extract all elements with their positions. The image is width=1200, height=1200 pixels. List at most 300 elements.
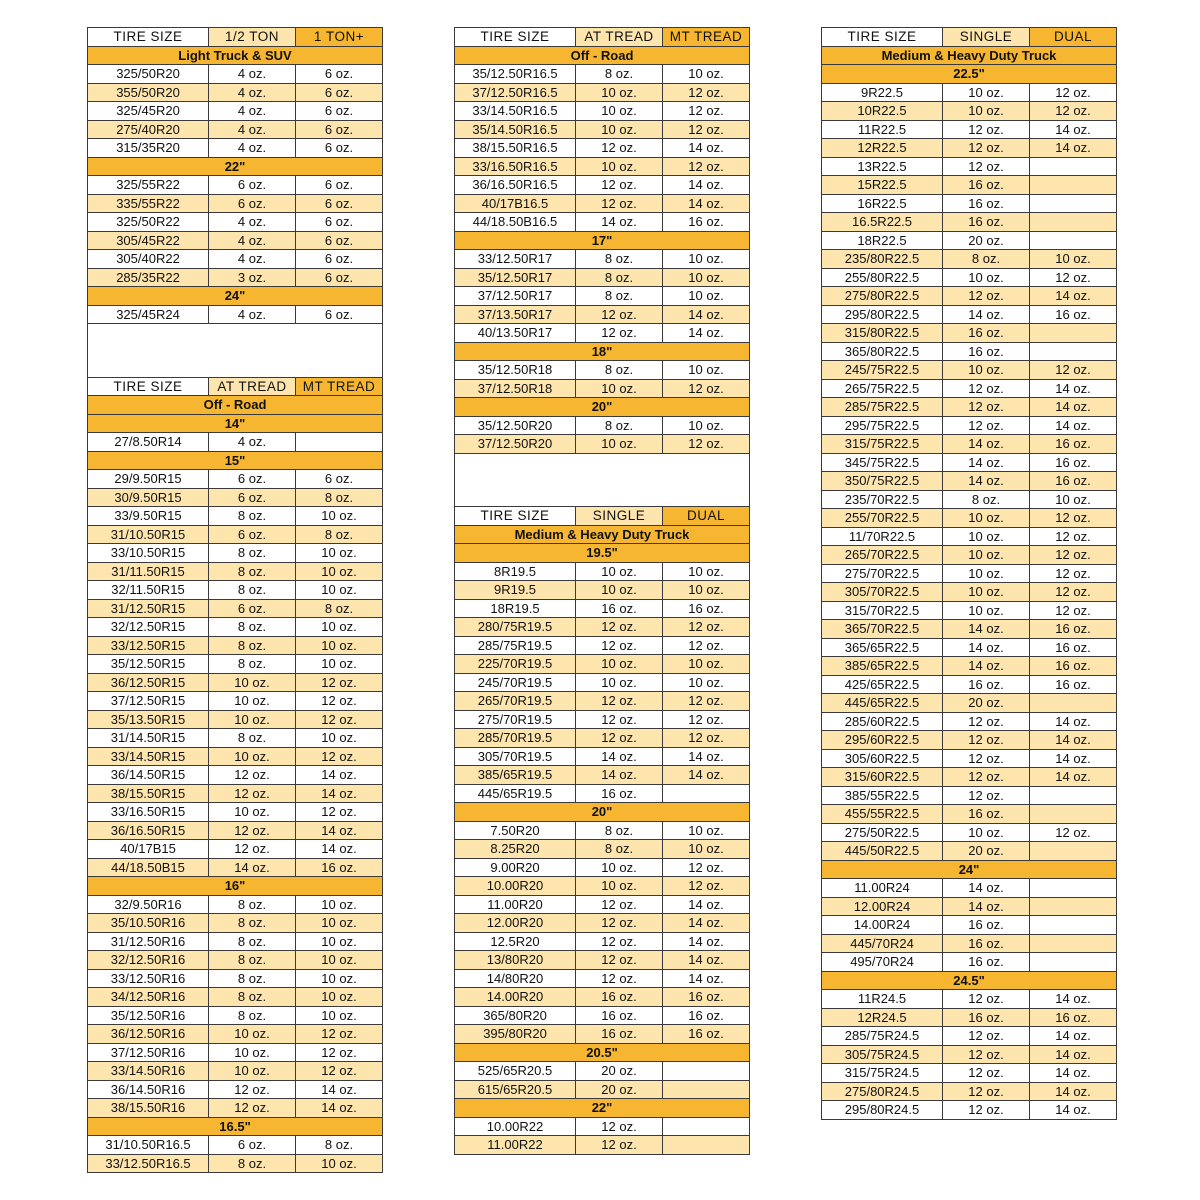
category-title: Light Truck & SUV bbox=[88, 46, 383, 65]
amount-cell-2: 12 oz. bbox=[663, 710, 750, 729]
table-row bbox=[88, 231, 383, 250]
table-row bbox=[822, 342, 1117, 361]
column-header: TIRE SIZE bbox=[455, 28, 576, 47]
tire-size-cell: 8R19.5 bbox=[455, 562, 576, 581]
amount-cell-1: 10 oz. bbox=[209, 692, 296, 711]
table-row bbox=[88, 1136, 383, 1155]
column-header: DUAL bbox=[663, 507, 750, 526]
table-row bbox=[88, 988, 383, 1007]
table-row bbox=[455, 932, 750, 951]
tire-size-cell: 245/70R19.5 bbox=[455, 673, 576, 692]
amount-cell-1: 6 oz. bbox=[209, 470, 296, 489]
amount-cell-1: 8 oz. bbox=[209, 544, 296, 563]
amount-cell-1: 8 oz. bbox=[576, 416, 663, 435]
amount-cell-1: 12 oz. bbox=[943, 287, 1030, 306]
amount-cell-1: 4 oz. bbox=[209, 250, 296, 269]
table-row bbox=[88, 139, 383, 158]
table-row bbox=[822, 305, 1117, 324]
amount-cell-1: 12 oz. bbox=[576, 1117, 663, 1136]
amount-cell-1: 10 oz. bbox=[209, 1062, 296, 1081]
tire-size-cell: 275/80R22.5 bbox=[822, 287, 943, 306]
tire-size-cell: 325/50R20 bbox=[88, 65, 209, 84]
tire-size-cell: 36/16.50R16.5 bbox=[455, 176, 576, 195]
tire-size-cell: 35/14.50R16.5 bbox=[455, 120, 576, 139]
tire-size-cell: 32/12.50R15 bbox=[88, 618, 209, 637]
tire-size-cell: 40/13.50R17 bbox=[455, 324, 576, 343]
table-row bbox=[88, 710, 383, 729]
table-row bbox=[455, 673, 750, 692]
table-row bbox=[822, 490, 1117, 509]
amount-cell-2: 12 oz. bbox=[663, 636, 750, 655]
tire-size-cell: 27/8.50R14 bbox=[88, 433, 209, 452]
amount-cell-2: 10 oz. bbox=[663, 361, 750, 380]
tire-size-cell: 275/40R20 bbox=[88, 120, 209, 139]
amount-cell-2: 14 oz. bbox=[296, 1080, 383, 1099]
amount-cell-2 bbox=[1030, 934, 1117, 953]
amount-cell-1: 16 oz. bbox=[576, 1006, 663, 1025]
amount-cell-1: 16 oz. bbox=[943, 805, 1030, 824]
table-row bbox=[455, 969, 750, 988]
tire-size-cell: 14.00R20 bbox=[455, 988, 576, 1007]
amount-cell-2: 14 oz. bbox=[1030, 139, 1117, 158]
amount-cell-2: 10 oz. bbox=[296, 562, 383, 581]
tire-size-cell: 305/70R22.5 bbox=[822, 583, 943, 602]
amount-cell-2: 12 oz. bbox=[1030, 546, 1117, 565]
amount-cell-2: 12 oz. bbox=[1030, 564, 1117, 583]
amount-cell-1: 8 oz. bbox=[576, 250, 663, 269]
amount-cell-2: 10 oz. bbox=[296, 914, 383, 933]
table-row bbox=[88, 250, 383, 269]
tire-size-cell: 495/70R24 bbox=[822, 953, 943, 972]
tire-size-cell: 335/55R22 bbox=[88, 194, 209, 213]
amount-cell-1: 4 oz. bbox=[209, 305, 296, 324]
amount-cell-1: 16 oz. bbox=[943, 953, 1030, 972]
amount-cell-1: 12 oz. bbox=[943, 416, 1030, 435]
amount-cell-2: 14 oz. bbox=[1030, 712, 1117, 731]
amount-cell-1: 14 oz. bbox=[943, 435, 1030, 454]
amount-cell-1: 12 oz. bbox=[943, 120, 1030, 139]
tire-size-cell: 325/55R22 bbox=[88, 176, 209, 195]
tire-size-cell: 33/10.50R15 bbox=[88, 544, 209, 563]
table-row bbox=[822, 527, 1117, 546]
amount-cell-1: 14 oz. bbox=[576, 213, 663, 232]
table-row bbox=[455, 268, 750, 287]
tire-size-cell: 30/9.50R15 bbox=[88, 488, 209, 507]
amount-cell-2 bbox=[1030, 213, 1117, 232]
tire-size-cell: 11.00R22 bbox=[455, 1136, 576, 1155]
table-row bbox=[88, 1025, 383, 1044]
tire-size-cell: 325/45R24 bbox=[88, 305, 209, 324]
rim-size-row bbox=[88, 451, 383, 470]
amount-cell-1: 14 oz. bbox=[209, 858, 296, 877]
tire-size-cell: 455/55R22.5 bbox=[822, 805, 943, 824]
table-row bbox=[822, 194, 1117, 213]
table-row bbox=[88, 268, 383, 287]
table-row bbox=[455, 176, 750, 195]
amount-cell-2: 12 oz. bbox=[663, 379, 750, 398]
amount-cell-2: 8 oz. bbox=[296, 599, 383, 618]
amount-cell-1: 6 oz. bbox=[209, 525, 296, 544]
tire-size-cell: 37/12.50R15 bbox=[88, 692, 209, 711]
amount-cell-1: 12 oz. bbox=[576, 951, 663, 970]
amount-cell-2: 12 oz. bbox=[1030, 509, 1117, 528]
amount-cell-2: 12 oz. bbox=[1030, 102, 1117, 121]
table-row bbox=[88, 1080, 383, 1099]
tire-size-cell: 315/60R22.5 bbox=[822, 768, 943, 787]
rim-size-label: 20.5" bbox=[455, 1043, 750, 1062]
spacer-cell bbox=[88, 342, 383, 360]
tire-size-cell: 18R22.5 bbox=[822, 231, 943, 250]
amount-cell-1: 10 oz. bbox=[943, 361, 1030, 380]
table-row bbox=[88, 655, 383, 674]
amount-cell-2: 14 oz. bbox=[296, 1099, 383, 1118]
table-row bbox=[822, 990, 1117, 1009]
tire-size-cell: 33/12.50R16.5 bbox=[88, 1154, 209, 1173]
rim-size-label: 22" bbox=[88, 157, 383, 176]
amount-cell-1: 10 oz. bbox=[576, 655, 663, 674]
table-row bbox=[88, 840, 383, 859]
column-header: SINGLE bbox=[943, 28, 1030, 47]
table-row bbox=[88, 470, 383, 489]
amount-cell-2: 6 oz. bbox=[296, 176, 383, 195]
column-header: AT TREAD bbox=[209, 377, 296, 396]
amount-cell-1: 10 oz. bbox=[943, 601, 1030, 620]
table-row bbox=[88, 821, 383, 840]
table-row bbox=[88, 102, 383, 121]
tire-size-cell: 38/15.50R15 bbox=[88, 784, 209, 803]
table-row bbox=[455, 784, 750, 803]
table-row bbox=[822, 435, 1117, 454]
table-row bbox=[88, 1006, 383, 1025]
amount-cell-1: 10 oz. bbox=[943, 546, 1030, 565]
rim-size-row bbox=[88, 157, 383, 176]
amount-cell-2: 14 oz. bbox=[1030, 731, 1117, 750]
amount-cell-1: 12 oz. bbox=[576, 895, 663, 914]
amount-cell-1: 12 oz. bbox=[576, 618, 663, 637]
table-row bbox=[822, 472, 1117, 491]
amount-cell-1: 8 oz. bbox=[209, 562, 296, 581]
tire-size-cell: 36/12.50R15 bbox=[88, 673, 209, 692]
rim-size-row bbox=[455, 231, 750, 250]
table-row bbox=[822, 731, 1117, 750]
table-row bbox=[822, 749, 1117, 768]
amount-cell-2: 12 oz. bbox=[296, 747, 383, 766]
tire-size-cell: 37/12.50R16.5 bbox=[455, 83, 576, 102]
spacer-cell bbox=[88, 324, 383, 342]
tire-size-cell: 275/50R22.5 bbox=[822, 823, 943, 842]
tire-size-cell: 37/12.50R17 bbox=[455, 287, 576, 306]
tire-size-cell: 305/40R22 bbox=[88, 250, 209, 269]
amount-cell-2: 6 oz. bbox=[296, 305, 383, 324]
tire-size-cell: 285/35R22 bbox=[88, 268, 209, 287]
rim-size-label: 14" bbox=[88, 414, 383, 433]
tire-size-cell: 32/9.50R16 bbox=[88, 895, 209, 914]
amount-cell-2: 12 oz. bbox=[663, 120, 750, 139]
tire-size-cell: 37/12.50R20 bbox=[455, 435, 576, 454]
tire-size-cell: 445/65R22.5 bbox=[822, 694, 943, 713]
table-row bbox=[88, 433, 383, 452]
amount-cell-2 bbox=[1030, 694, 1117, 713]
tire-size-cell: 295/80R22.5 bbox=[822, 305, 943, 324]
amount-cell-1: 8 oz. bbox=[943, 490, 1030, 509]
tire-size-cell: 44/18.50B16.5 bbox=[455, 213, 576, 232]
amount-cell-1: 10 oz. bbox=[576, 157, 663, 176]
amount-cell-2: 16 oz. bbox=[1030, 675, 1117, 694]
table-header-row bbox=[88, 28, 383, 47]
amount-cell-2: 14 oz. bbox=[1030, 1027, 1117, 1046]
category-title: Medium & Heavy Duty Truck bbox=[822, 46, 1117, 65]
amount-cell-1: 12 oz. bbox=[209, 1099, 296, 1118]
table-row bbox=[822, 120, 1117, 139]
amount-cell-1: 8 oz. bbox=[576, 361, 663, 380]
amount-cell-1: 8 oz. bbox=[209, 895, 296, 914]
table-row bbox=[822, 638, 1117, 657]
tire-size-cell: 285/75R19.5 bbox=[455, 636, 576, 655]
tire-size-cell: 445/65R19.5 bbox=[455, 784, 576, 803]
category-title-row bbox=[455, 46, 750, 65]
amount-cell-1: 8 oz. bbox=[576, 268, 663, 287]
amount-cell-2: 12 oz. bbox=[1030, 268, 1117, 287]
amount-cell-2: 12 oz. bbox=[663, 877, 750, 896]
tire-size-cell: 29/9.50R15 bbox=[88, 470, 209, 489]
amount-cell-1: 12 oz. bbox=[576, 729, 663, 748]
amount-cell-1: 14 oz. bbox=[576, 766, 663, 785]
table-row bbox=[455, 65, 750, 84]
amount-cell-2: 6 oz. bbox=[296, 250, 383, 269]
table-row bbox=[455, 895, 750, 914]
amount-cell-1: 4 oz. bbox=[209, 433, 296, 452]
table-row bbox=[822, 213, 1117, 232]
tire-size-cell: 38/15.50R16.5 bbox=[455, 139, 576, 158]
column-header: MT TREAD bbox=[663, 28, 750, 47]
column-header: AT TREAD bbox=[576, 28, 663, 47]
amount-cell-1: 14 oz. bbox=[943, 879, 1030, 898]
amount-cell-2: 12 oz. bbox=[296, 1025, 383, 1044]
amount-cell-1: 10 oz. bbox=[943, 527, 1030, 546]
tire-size-cell: 11/70R22.5 bbox=[822, 527, 943, 546]
amount-cell-2: 6 oz. bbox=[296, 102, 383, 121]
amount-cell-2: 10 oz. bbox=[663, 416, 750, 435]
tire-size-cell: 315/35R20 bbox=[88, 139, 209, 158]
table-row bbox=[822, 1064, 1117, 1083]
tire-size-cell: 12.00R20 bbox=[455, 914, 576, 933]
amount-cell-1: 4 oz. bbox=[209, 139, 296, 158]
category-title: Off - Road bbox=[88, 396, 383, 415]
amount-cell-2: 12 oz. bbox=[1030, 601, 1117, 620]
tire-size-cell: 10.00R22 bbox=[455, 1117, 576, 1136]
table-row bbox=[822, 268, 1117, 287]
table-row bbox=[455, 120, 750, 139]
amount-cell-2: 8 oz. bbox=[296, 488, 383, 507]
amount-cell-1: 12 oz. bbox=[943, 1064, 1030, 1083]
table-row bbox=[88, 599, 383, 618]
rim-size-label: 15" bbox=[88, 451, 383, 470]
rim-size-label: 17" bbox=[455, 231, 750, 250]
amount-cell-2: 14 oz. bbox=[1030, 990, 1117, 1009]
amount-cell-2: 10 oz. bbox=[663, 821, 750, 840]
amount-cell-1: 14 oz. bbox=[943, 657, 1030, 676]
amount-cell-2: 10 oz. bbox=[663, 65, 750, 84]
amount-cell-2: 14 oz. bbox=[663, 766, 750, 785]
tire-size-cell: 31/12.50R16 bbox=[88, 932, 209, 951]
amount-cell-1: 16 oz. bbox=[943, 213, 1030, 232]
rim-size-row bbox=[455, 398, 750, 417]
spacer-cell bbox=[455, 453, 750, 471]
tire-size-cell: 325/50R22 bbox=[88, 213, 209, 232]
table-row bbox=[822, 805, 1117, 824]
table-row bbox=[455, 379, 750, 398]
amount-cell-2: 10 oz. bbox=[296, 951, 383, 970]
amount-cell-1: 6 oz. bbox=[209, 488, 296, 507]
tire-size-cell: 365/80R22.5 bbox=[822, 342, 943, 361]
amount-cell-1: 14 oz. bbox=[943, 638, 1030, 657]
amount-cell-2: 10 oz. bbox=[663, 581, 750, 600]
tire-size-cell: 13/80R20 bbox=[455, 951, 576, 970]
table-row bbox=[822, 897, 1117, 916]
amount-cell-2: 16 oz. bbox=[296, 858, 383, 877]
amount-cell-2: 10 oz. bbox=[296, 1154, 383, 1173]
table-row bbox=[822, 139, 1117, 158]
tire-size-cell: 285/75R22.5 bbox=[822, 398, 943, 417]
amount-cell-1: 16 oz. bbox=[943, 1008, 1030, 1027]
tire-size-cell: 245/75R22.5 bbox=[822, 361, 943, 380]
amount-cell-1: 16 oz. bbox=[943, 176, 1030, 195]
table-row bbox=[822, 564, 1117, 583]
amount-cell-1: 8 oz. bbox=[576, 821, 663, 840]
table-row bbox=[455, 636, 750, 655]
tire-size-cell: 36/14.50R16 bbox=[88, 1080, 209, 1099]
table-row bbox=[88, 729, 383, 748]
tire-size-cell: 15R22.5 bbox=[822, 176, 943, 195]
amount-cell-1: 8 oz. bbox=[209, 581, 296, 600]
amount-cell-1: 10 oz. bbox=[209, 710, 296, 729]
amount-cell-1: 16 oz. bbox=[576, 988, 663, 1007]
tire-size-cell: 35/10.50R16 bbox=[88, 914, 209, 933]
table-row bbox=[822, 1082, 1117, 1101]
amount-cell-2: 10 oz. bbox=[296, 618, 383, 637]
table-row bbox=[822, 953, 1117, 972]
spacer-cell bbox=[455, 471, 750, 489]
amount-cell-1: 10 oz. bbox=[943, 102, 1030, 121]
amount-cell-2 bbox=[663, 1080, 750, 1099]
amount-cell-1: 12 oz. bbox=[943, 731, 1030, 750]
amount-cell-2 bbox=[1030, 916, 1117, 935]
amount-cell-1: 10 oz. bbox=[576, 120, 663, 139]
tire-size-cell: 305/75R24.5 bbox=[822, 1045, 943, 1064]
amount-cell-1: 8 oz. bbox=[209, 914, 296, 933]
amount-cell-1: 8 oz. bbox=[209, 988, 296, 1007]
tire-size-cell: 325/45R20 bbox=[88, 102, 209, 121]
amount-cell-1: 8 oz. bbox=[209, 618, 296, 637]
category-title-row bbox=[88, 46, 383, 65]
tire-size-cell: 525/65R20.5 bbox=[455, 1062, 576, 1081]
amount-cell-1: 8 oz. bbox=[209, 932, 296, 951]
amount-cell-2: 10 oz. bbox=[663, 840, 750, 859]
amount-cell-1: 16 oz. bbox=[943, 675, 1030, 694]
amount-cell-2: 14 oz. bbox=[1030, 1101, 1117, 1120]
rim-size-row bbox=[455, 1099, 750, 1118]
tire-size-cell: 615/65R20.5 bbox=[455, 1080, 576, 1099]
table-row bbox=[88, 1154, 383, 1173]
amount-cell-1: 12 oz. bbox=[943, 379, 1030, 398]
table-row bbox=[822, 361, 1117, 380]
table-row bbox=[455, 324, 750, 343]
rim-size-row bbox=[88, 414, 383, 433]
rim-size-row bbox=[455, 1043, 750, 1062]
rim-size-label: 24.5" bbox=[822, 971, 1117, 990]
tire-size-cell: 425/65R22.5 bbox=[822, 675, 943, 694]
table-row bbox=[822, 916, 1117, 935]
amount-cell-2: 12 oz. bbox=[663, 102, 750, 121]
amount-cell-2: 10 oz. bbox=[296, 895, 383, 914]
table-row bbox=[455, 951, 750, 970]
amount-cell-1: 10 oz. bbox=[943, 268, 1030, 287]
table-row bbox=[822, 657, 1117, 676]
table-row bbox=[88, 120, 383, 139]
tire-size-cell: 33/14.50R16.5 bbox=[455, 102, 576, 121]
table-row bbox=[88, 692, 383, 711]
table-row bbox=[822, 1008, 1117, 1027]
amount-cell-1: 8 oz. bbox=[209, 655, 296, 674]
amount-cell-2: 10 oz. bbox=[296, 507, 383, 526]
table-row bbox=[455, 581, 750, 600]
amount-cell-2 bbox=[663, 1136, 750, 1155]
amount-cell-2: 14 oz. bbox=[1030, 768, 1117, 787]
table-row bbox=[822, 675, 1117, 694]
table-row bbox=[455, 729, 750, 748]
category-title-row bbox=[88, 396, 383, 415]
tire-size-cell: 11.00R24 bbox=[822, 879, 943, 898]
amount-cell-1: 10 oz. bbox=[576, 379, 663, 398]
amount-cell-2: 12 oz. bbox=[296, 1062, 383, 1081]
table-row bbox=[455, 102, 750, 121]
tire-size-cell: 305/60R22.5 bbox=[822, 749, 943, 768]
table-row bbox=[455, 1025, 750, 1044]
amount-cell-1: 10 oz. bbox=[576, 83, 663, 102]
tire-size-cell: 8.25R20 bbox=[455, 840, 576, 859]
amount-cell-1: 6 oz. bbox=[209, 599, 296, 618]
tire-size-cell: 355/50R20 bbox=[88, 83, 209, 102]
tire-size-cell: 275/70R19.5 bbox=[455, 710, 576, 729]
table-row bbox=[455, 213, 750, 232]
amount-cell-1: 12 oz. bbox=[943, 712, 1030, 731]
amount-cell-1: 20 oz. bbox=[576, 1062, 663, 1081]
table-row bbox=[822, 176, 1117, 195]
rim-size-row bbox=[822, 860, 1117, 879]
amount-cell-2: 8 oz. bbox=[296, 1136, 383, 1155]
tire-table bbox=[454, 27, 750, 1155]
rim-size-row bbox=[822, 65, 1117, 84]
amount-cell-1: 10 oz. bbox=[209, 673, 296, 692]
amount-cell-2: 14 oz. bbox=[663, 139, 750, 158]
tire-size-cell: 265/70R19.5 bbox=[455, 692, 576, 711]
tire-size-cell: 36/16.50R15 bbox=[88, 821, 209, 840]
tire-size-cell: 38/15.50R16 bbox=[88, 1099, 209, 1118]
table-row bbox=[822, 842, 1117, 861]
table-row bbox=[455, 1117, 750, 1136]
tire-size-cell: 36/12.50R16 bbox=[88, 1025, 209, 1044]
amount-cell-1: 20 oz. bbox=[943, 694, 1030, 713]
table-row bbox=[455, 858, 750, 877]
table-row bbox=[822, 583, 1117, 602]
tire-size-cell: 295/60R22.5 bbox=[822, 731, 943, 750]
amount-cell-1: 4 oz. bbox=[209, 231, 296, 250]
tire-size-cell: 385/65R19.5 bbox=[455, 766, 576, 785]
table-row bbox=[455, 877, 750, 896]
table-row bbox=[88, 1099, 383, 1118]
table-row bbox=[88, 176, 383, 195]
amount-cell-2: 6 oz. bbox=[296, 268, 383, 287]
